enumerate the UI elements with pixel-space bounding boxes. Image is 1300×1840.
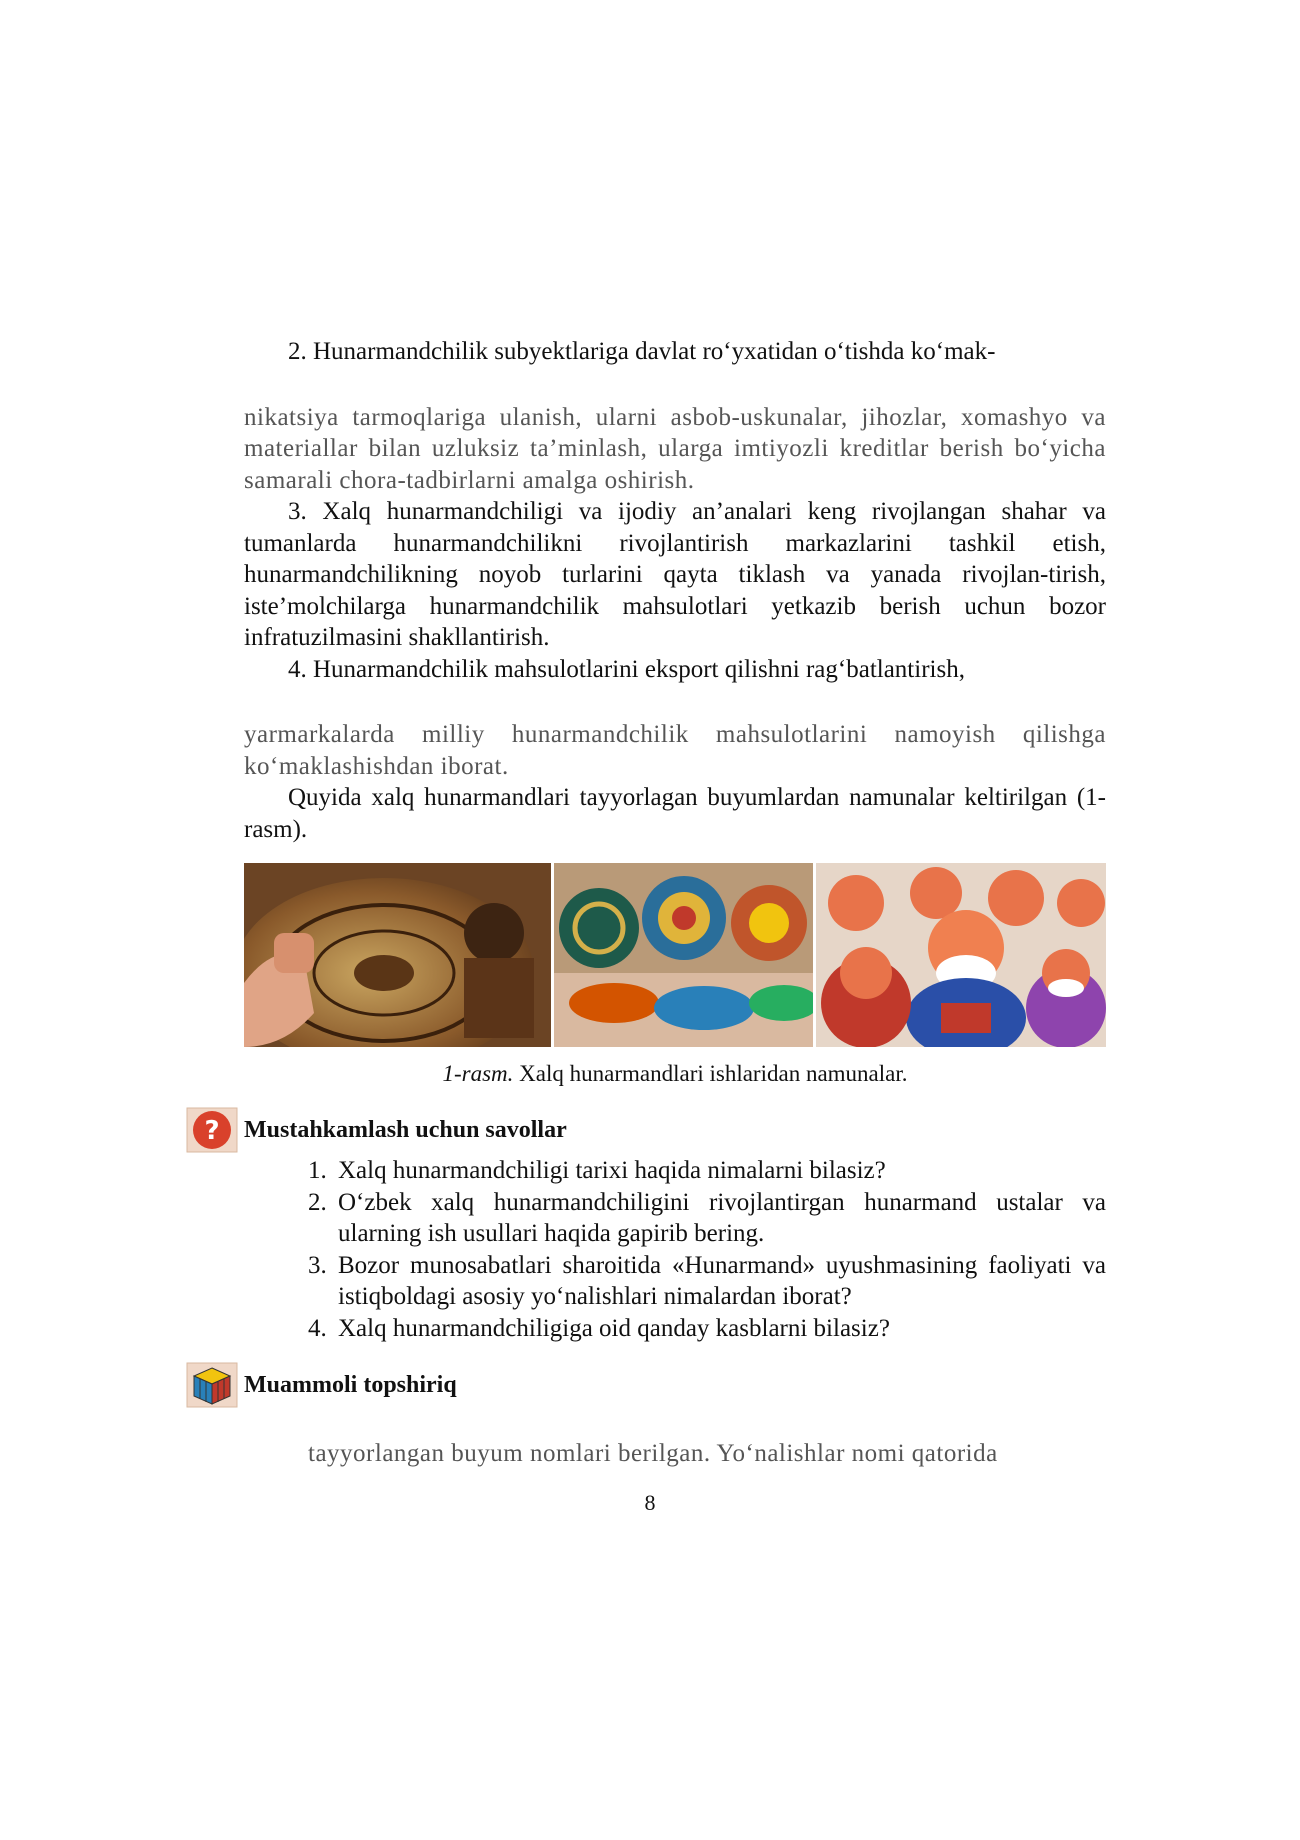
question-icon [186, 1107, 238, 1153]
questions-header [204, 1107, 1106, 1153]
questions-title: Mustahkamlash uchun savollar [244, 1116, 567, 1143]
question-item [308, 1250, 1106, 1313]
paragraph-2: nikatsiya tarmoqlariga ulanish, ularni asbob-uskunalar, jihozlar, xomashyo va materiallar bilan uzluksiz ta’minlash, ularga imtiyozli kreditlar berish bo‘yicha samarali chora-tadbirlarni amalga oshirish. [244, 403, 1106, 494]
question-number: 1. [308, 1157, 327, 1184]
questions-list [244, 1155, 1106, 1344]
page-content [204, 336, 1106, 1470]
svg-text:?: ? [204, 1116, 220, 1146]
paragraph-1: 2. Hunarmandchilik subyektlariga davlat ro‘yxatidan o‘tishda ko‘mak- [288, 338, 996, 365]
question-text: Bozor munosabatlari sharoitida «Hunarmand» uyushmasining faoliyati va istiqboldagi asosiy yo‘nalishlari nimalardan iborat? [338, 1251, 1106, 1310]
question-text: Xalq hunarmandchiligi tarixi haqida nimalarni bilasiz? [338, 1157, 886, 1184]
question-item [308, 1155, 1106, 1187]
figure-caption [244, 1061, 1106, 1087]
text-gap [244, 1408, 1106, 1438]
question-text: O‘zbek xalq hunarmandchiligini rivojlantirgan hunarmand ustalar va ularning ish usullari haqida gapirib bering. [338, 1188, 1106, 1247]
text-gap [244, 685, 1106, 719]
question-item [308, 1187, 1106, 1250]
question-text: Xalq hunarmandchiligiga oid qanday kasblarni bilasiz? [338, 1314, 890, 1342]
task-text: tayyorlangan buyum nomlari berilgan. Yo‘nalishlar nomi qatorida [308, 1440, 998, 1467]
paragraph-3: 3. Xalq hunarmandchiligi va ijodiy an’analari keng rivojlangan shahar va tumanlarda hunarmandchilikni rivojlantirish markazlarini tashkil etish, hunarmandchilikning noyob turlarini qayta tiklash va yanada rivojlan-tirish, iste’molchilarga hunarmandchilik mahsulotlari yetkazib berish uchun bozor infratuzilmasini shakllantirish. [244, 498, 1106, 651]
paragraph-5: yarmarkalarda milliy hunarmandchilik mahsulotlarini namoyish qilishga ko‘maklashishdan iborat. [244, 721, 1106, 780]
paragraph-6: Quyida xalq hunarmandlari tayyorlagan buyumlardan namunalar keltirilgan (1-rasm). [244, 784, 1106, 843]
task-title: Muammoli topshiriq [244, 1371, 457, 1398]
page-number: 8 [644, 1490, 656, 1515]
figure-photos [244, 863, 1106, 1047]
figure-caption-text: Xalq hunarmandlari ishlaridan namunalar. [513, 1061, 908, 1086]
question-number: 4. [308, 1314, 327, 1342]
photo-engraved-metalwork [244, 863, 551, 1047]
task-header [244, 1362, 1106, 1408]
question-item [308, 1313, 1106, 1345]
question-number: 3. [308, 1251, 327, 1279]
rubiks-cube-icon [186, 1362, 238, 1408]
photo-clay-figurines [816, 863, 1106, 1047]
question-number: 2. [308, 1188, 327, 1216]
paragraph-4: 4. Hunarmandchilik mahsulotlarini eksport qilishni rag‘batlantirish, [288, 655, 965, 683]
text-gap [244, 368, 1106, 402]
figure-caption-label: 1-rasm. [442, 1061, 514, 1086]
photo-painted-ceramics [554, 863, 814, 1047]
